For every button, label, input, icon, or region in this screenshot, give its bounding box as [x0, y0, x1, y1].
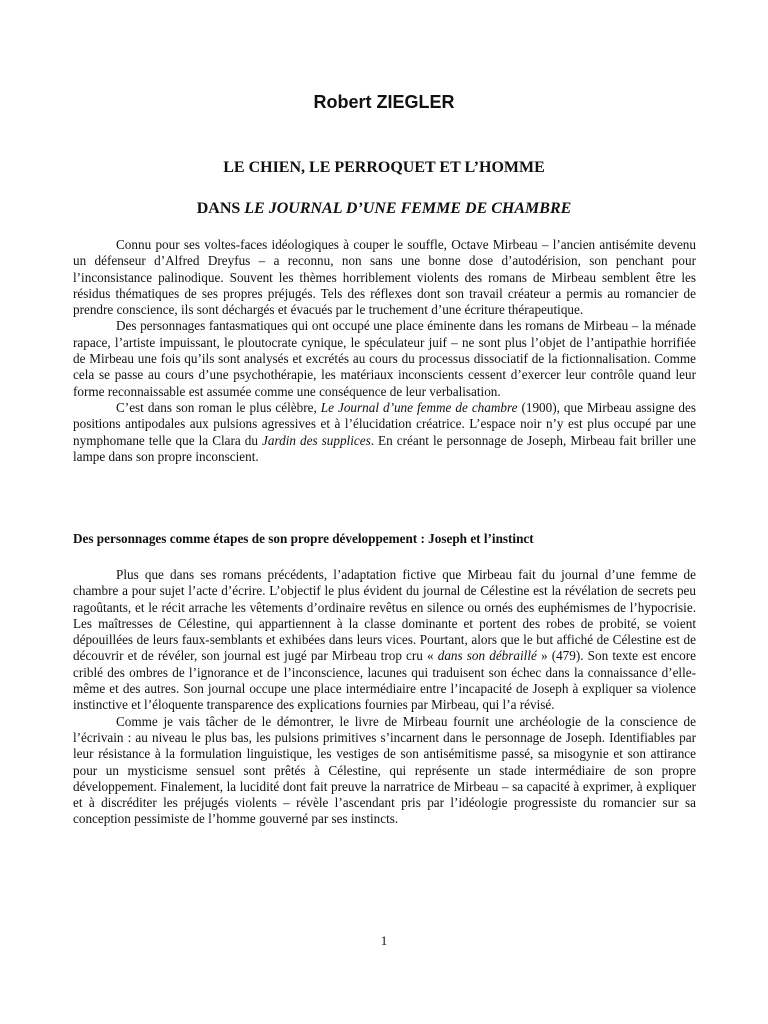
italic-book-title: Le Journal d’une femme de chambre: [320, 399, 518, 415]
title-book-name: LE JOURNAL D’UNE FEMME DE CHAMBRE: [244, 200, 572, 217]
paragraph-text: (1900), que Mirbeau assigne des positions antipodales aux pulsions agressives et à l’élucidation créatrice. L’espace noir n’y est plus occupé par une nymphomane telle que la Clara du: [73, 399, 696, 448]
section-block: [73, 567, 696, 828]
article-title-line2: [0, 199, 768, 219]
paragraph: Des personnages fantasmatiques qui ont occupé une place éminente dans les romans de Mirbeau – la ménade rapace, l’artiste impuissant, le ploutocrate cynique, le spéculateur juif – ne sont plus l’objet de l’antipathie horrifiée de Mirbeau une fois qu’ils sont analysés et excrétés au cours du processus dissociatif de la fictionnalisation. Comme cela se passe au cours d’une psychothérapie, les matériaux inconscients cessent d’exercer leur contrôle quand leur forme reconnaissable est assumée comme une conséquence de leur verbalisation.: [73, 318, 696, 399]
paragraph: Comme je vais tâcher de le démontrer, le livre de Mirbeau fournit une archéologie de la conscience de l’écrivain : au niveau le plus bas, les pulsions primitives s’incarnent dans le personnage de Joseph. Identifiables par leur résistance à la formulation linguistique, les vestiges de son antisémitisme passé, sa misogynie et son attirance pour un mysticisme sensuel sont prêtés à Célestine, qui représente un stade intermédiaire de son propre développement. Finalement, la lucidité dont fait preuve la narratrice de Mirbeau – sa capacité à exprimer, à expliquer et à discréditer les préjugés violents – révèle l’ascendant pris par l’idéologie progressiste du romancier sur sa conception pessimiste de l’homme gouverné par ses instincts.: [73, 713, 696, 827]
paragraph-text: » (479). Son texte est encore criblé des ombres de l’ignorance et de l’inconscience, lacunes qui traduisent son échec dans la connaissance d’elle-même et des autres. Son journal occupe une place intermédiaire entre l’incapacité de Joseph à expliquer sa violence instinctive et l’éloquente transparence des explications fournies par Mirbeau, qui l’a révisé.: [73, 648, 696, 713]
paragraph-text: . En créant le personnage de Joseph, Mirbeau fait briller une lampe dans son propre inconscient.: [73, 432, 696, 464]
author-name: Robert ZIEGLER: [313, 92, 455, 112]
paragraph: [73, 400, 696, 465]
italic-book-title: Jardin des supplices: [262, 432, 371, 448]
section-heading: Des personnages comme étapes de son propre développement : Joseph et l’instinct: [73, 531, 534, 546]
paragraph: Connu pour ses voltes-faces idéologiques à couper le souffle, Octave Mirbeau – l’ancien antisémite devenu un défenseur d’Alfred Dreyfus – a reconnu, non sans une bonne dose d’autodérision, son penchant pour l’inconsistance palinodique. Souvent les thèmes horriblement violents des romans de Mirbeau semblent être les résidus thématiques de ses propres préjugés. Tels des réflexes dont son travail créateur a permis au romancier de prendre conscience, ils sont déchargés et évacués par le truchement d’une écriture thérapeutique.: [73, 237, 696, 318]
paragraph: [73, 567, 696, 714]
paragraph-text: Plus que dans ses romans précédents, l’adaptation fictive que Mirbeau fait du journal d’une femme de chambre a pour sujet l’acte d’écrire. L’objectif le plus évident du journal de Célestine est la révélation de secrets peu ragoûtants, et le récit arrache les vêtements d’ordinaire revêtus en silence ou ornés des euphémismes de l’hypocrisie. Les maîtresses de Célestine, qui appartiennent à la classe dominante et portent des robes de probité, se voient dépouillées de leurs faux-semblants et exhibées dans leurs vices. Pourtant, alors que le but affiché de Célestine est de découvrir et de révéler, son journal est jugé par Mirbeau trop cru «: [73, 567, 696, 664]
page-number: 1: [380, 933, 388, 948]
italic-quote: dans son débraillé: [437, 648, 537, 664]
paragraph-text: C’est dans son roman le plus célèbre,: [116, 399, 321, 415]
title-prefix: DANS: [196, 200, 245, 217]
intro-block: [73, 237, 696, 465]
article-title-line1: LE CHIEN, LE PERROQUET ET L’HOMME: [223, 159, 545, 176]
